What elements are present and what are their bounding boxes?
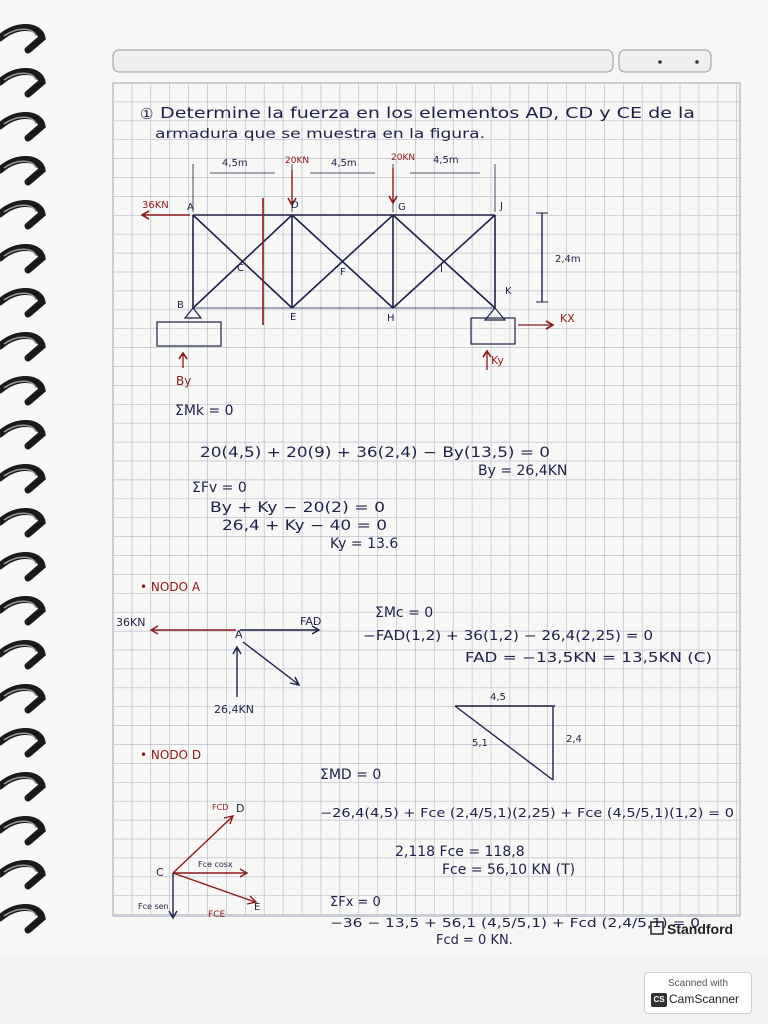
node-d-fce-arrow (173, 873, 255, 902)
spiral-ring (0, 335, 42, 358)
support-base-b (157, 322, 221, 346)
label-c: C (156, 866, 164, 879)
equation-sum-moments-c: ΣMc = 0 (375, 605, 434, 621)
spiral-ring (0, 863, 42, 886)
problem-number: ① (140, 105, 154, 123)
spiral-ring (0, 643, 42, 666)
section-title-nodo-a: • NODO A (140, 580, 201, 594)
node-label-e: E (290, 312, 297, 323)
spiral-ring (0, 247, 42, 270)
equation-sum-forces-x: ΣFx = 0 (330, 895, 381, 910)
section-title-nodo-d: • NODO D (140, 748, 202, 762)
spiral-ring (0, 203, 42, 226)
equation-sum-moments-k: ΣMk = 0 (175, 403, 234, 419)
height-label: 2,4m (555, 254, 581, 265)
node-a-reaction-label: 26,4KN (214, 703, 254, 716)
node-label-d: D (291, 200, 299, 211)
node-a-force-label: FAD (300, 615, 322, 628)
equation-node-d-moment: −26,4(4,5) + Fce (2,4/5,1)(2,25) + Fce (4,5/5,1)(1,2) = 0 (320, 806, 734, 820)
spiral-ring (0, 115, 42, 138)
reaction-label-ky: Ky (491, 354, 504, 367)
spiral-ring (0, 71, 42, 94)
result-fad: FAD = −13,5KN = 13,5KN (C) (465, 651, 712, 666)
node-a-label: A (235, 628, 243, 641)
dimension-label: 4,5m (331, 158, 357, 169)
label-fcd: FCD (212, 803, 229, 812)
label-fce-cos: Fce cosx (198, 860, 233, 869)
spiral-ring (0, 555, 42, 578)
load-label-d: 20KN (285, 156, 310, 166)
node-label-j: J (500, 201, 503, 212)
spiral-ring (0, 599, 42, 622)
brand-logo (651, 921, 733, 937)
spiral-binding (0, 27, 42, 930)
triangle-hyp-label: 5,1 (472, 738, 488, 749)
equation-fce-coefficient: 2,118 Fce = 118,8 (395, 844, 525, 860)
spiral-ring (0, 511, 42, 534)
scanner-logo-icon: CS (651, 993, 667, 1007)
equation-moment-balance: 20(4,5) + 20(9) + 36(2,4) − By(13,5) = 0 (200, 445, 550, 461)
equation-horizontal-balance: −36 − 13,5 + 56,1 (4,5/5,1) + Fcd (2,4/5,1) = 0 (330, 916, 700, 930)
brand-name: Standford (667, 921, 734, 937)
horizontal-load-label: 36KN (142, 200, 169, 211)
spiral-ring (0, 423, 42, 446)
spiral-ring (0, 819, 42, 842)
spiral-ring (0, 379, 42, 402)
grid-lines (113, 83, 740, 916)
equation-vertical-balance: By + Ky − 20(2) = 0 (210, 500, 385, 516)
equation-sum-moments-d: ΣMD = 0 (320, 767, 382, 783)
equation-sum-forces-v: ΣFv = 0 (192, 480, 247, 496)
support-base-k (471, 318, 515, 344)
load-label-g: 20KN (391, 153, 416, 163)
node-label-h: H (387, 313, 395, 324)
grid-frame (113, 83, 740, 916)
label-fce: FCE (208, 910, 226, 920)
result-fce: Fce = 56,10 KN (T) (442, 862, 576, 878)
dimension-label: 4,5m (222, 158, 248, 169)
result-by: By = 26,4KN (478, 463, 568, 479)
header-bar-left (113, 50, 613, 72)
result-ky: Ky = 13.6 (330, 536, 399, 552)
problem-line-1: Determine la fuerza en los elementos AD, CD y CE de la (160, 104, 695, 122)
spiral-ring (0, 159, 42, 182)
scanner-line-2: CamScanner (669, 992, 740, 1006)
reaction-label-by: By (176, 374, 192, 388)
slope-triangle (455, 706, 555, 780)
node-label-b: B (177, 300, 184, 311)
dimension-label: 4,5m (433, 155, 459, 166)
spiral-ring (0, 775, 42, 798)
triangle-top-label: 4,5 (490, 692, 506, 703)
node-label-c: C (237, 263, 244, 274)
triangle-side-label: 2,4 (566, 734, 582, 745)
result-fcd: Fcd = 0 KN. (436, 933, 513, 948)
node-label-i: I (440, 264, 443, 275)
scanner-watermark (644, 972, 752, 1014)
node-label-a: A (187, 202, 194, 213)
node-a-diagonal-arrow (243, 642, 298, 684)
label-d: D (236, 802, 245, 815)
scanner-line-1: Scanned with (667, 978, 729, 989)
node-label-g: G (398, 202, 406, 213)
problem-line-2: armadura que se muestra en la figura. (155, 127, 485, 142)
spiral-ring (0, 731, 42, 754)
spiral-ring (0, 687, 42, 710)
equation-vertical-numeric: 26,4 + Ky − 40 = 0 (222, 518, 387, 534)
spiral-ring (0, 907, 42, 930)
spiral-ring (0, 27, 42, 50)
equation-node-a-moment: −FAD(1,2) + 36(1,2) − 26,4(2,25) = 0 (363, 629, 653, 644)
spiral-ring (0, 467, 42, 490)
reaction-label-kx: KX (560, 312, 575, 325)
header-dot (695, 60, 699, 64)
node-label-f: F (340, 267, 346, 278)
node-a-load-label: 36KN (116, 616, 146, 629)
label-e: E (254, 902, 261, 913)
label-fce-sen: Fce sen (138, 902, 169, 911)
triangle-hypotenuse (455, 706, 553, 780)
node-label-k: K (505, 286, 512, 297)
header-dot (658, 60, 662, 64)
spiral-ring (0, 291, 42, 314)
